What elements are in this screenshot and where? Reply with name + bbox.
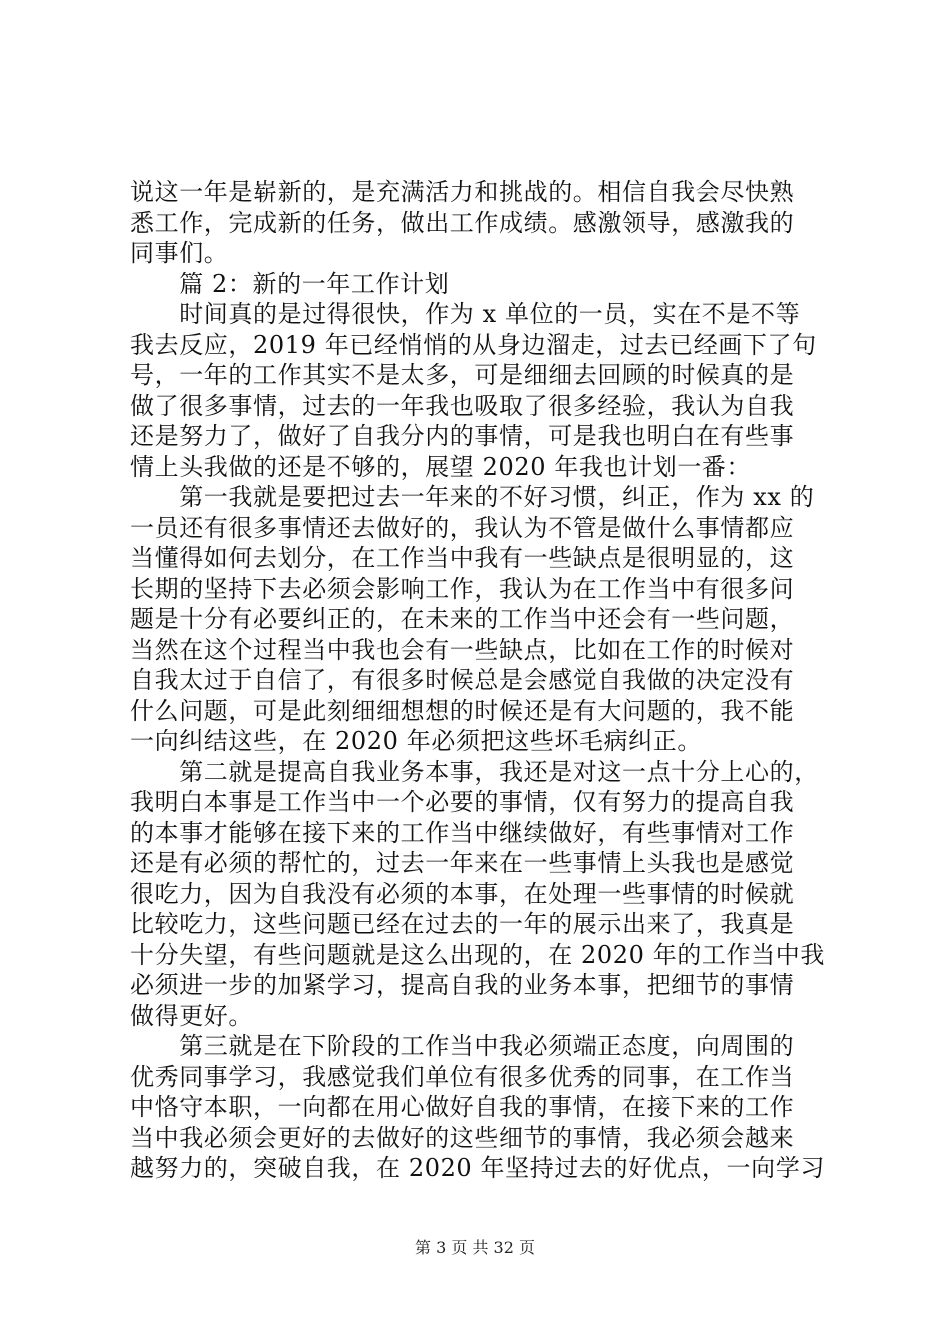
text-line: 时间真的是过得很快，作为 x 单位的一员，实在不是不等 bbox=[130, 300, 801, 328]
text-line: 中恪守本职，一向都在用心做好自我的事情，在接下来的工作 bbox=[130, 1093, 795, 1121]
text-line: 还是有必须的帮忙的，过去一年来在一些事情上头我也是感觉 bbox=[130, 849, 795, 877]
text-line: 第一我就是要把过去一年来的不好习惯，纠正，作为 xx 的 bbox=[130, 483, 815, 511]
text-line: 越努力的，突破自我，在 2020 年坚持过去的好优点，一向学习 bbox=[130, 1154, 825, 1182]
text-line: 还是努力了，做好了自我分内的事情，可是我也明白在有些事 bbox=[130, 422, 795, 450]
text-line: 说这一年是崭新的，是充满活力和挑战的。相信自我会尽快熟 bbox=[130, 178, 795, 206]
text-line: 十分失望，有些问题就是这么出现的，在 2020 年的工作当中我 bbox=[130, 940, 825, 969]
text-line: 第三就是在下阶段的工作当中我必须端正态度，向周围的 bbox=[130, 1032, 795, 1060]
text-line: 同事们。 bbox=[130, 239, 229, 267]
text-line: 号，一年的工作其实不是太多，可是细细去回顾的时候真的是 bbox=[130, 361, 795, 389]
text-line: 当懂得如何去划分，在工作当中我有一些缺点是很明显的，这 bbox=[130, 544, 795, 572]
text-line: 当中我必须会更好的去做好的这些细节的事情，我必须会越来 bbox=[130, 1123, 795, 1152]
text-line: 做了很多事情，过去的一年我也吸取了很多经验，我认为自我 bbox=[130, 391, 795, 420]
text-line: 必须进一步的加紧学习，提高自我的业务本事，把细节的事情 bbox=[130, 971, 795, 999]
text-line: 的本事才能够在接下来的工作当中继续做好，有些事情对工作 bbox=[130, 818, 795, 847]
text-line: 我去反应，2019 年已经悄悄的从身边溜走，过去已经画下了句 bbox=[130, 330, 817, 359]
page-number-label: 第 3 页 共 32 页 bbox=[415, 1238, 535, 1257]
text-line: 自我太过于自信了，有很多时候总是会感觉自我做的决定没有 bbox=[130, 666, 795, 694]
text-line: 很吃力，因为自我没有必须的本事，在处理一些事情的时候就 bbox=[130, 879, 795, 908]
body-text bbox=[130, 177, 830, 1184]
text-line: 第二就是提高自我业务本事，我还是对这一点十分上心的， bbox=[130, 757, 819, 786]
text-line: 悉工作，完成新的任务，做出工作成绩。感激领导，感激我的 bbox=[130, 208, 795, 237]
text-line: 题是十分有必要纠正的，在未来的工作当中还会有一些问题， bbox=[130, 605, 795, 633]
text-line: 我明白本事是工作当中一个必要的事情，仅有努力的提高自我 bbox=[130, 788, 795, 816]
page-footer bbox=[0, 1238, 950, 1258]
text-line: 什么问题，可是此刻细细想想的时候还是有大问题的，我不能 bbox=[130, 696, 795, 725]
text-line: 一员还有很多事情还去做好的，我认为不管是做什么事情都应 bbox=[130, 513, 795, 542]
text-line: 当然在这个过程当中我也会有一些缺点，比如在工作的时候对 bbox=[130, 635, 795, 664]
section-heading: 篇 2：新的一年工作计划 bbox=[130, 269, 450, 298]
text-line: 长期的坚持下去必须会影响工作，我认为在工作当中有很多问 bbox=[130, 574, 795, 603]
text-line: 做得更好。 bbox=[130, 1001, 253, 1030]
text-line: 一向纠结这些，在 2020 年必须把这些坏毛病纠正。 bbox=[130, 727, 702, 755]
text-line: 情上头我做的还是不够的，展望 2020 年我也计划一番： bbox=[130, 452, 752, 481]
text-line: 优秀同事学习，我感觉我们单位有很多优秀的同事，在工作当 bbox=[130, 1062, 795, 1091]
text-line: 比较吃力，这些问题已经在过去的一年的展示出来了，我真是 bbox=[130, 910, 795, 938]
